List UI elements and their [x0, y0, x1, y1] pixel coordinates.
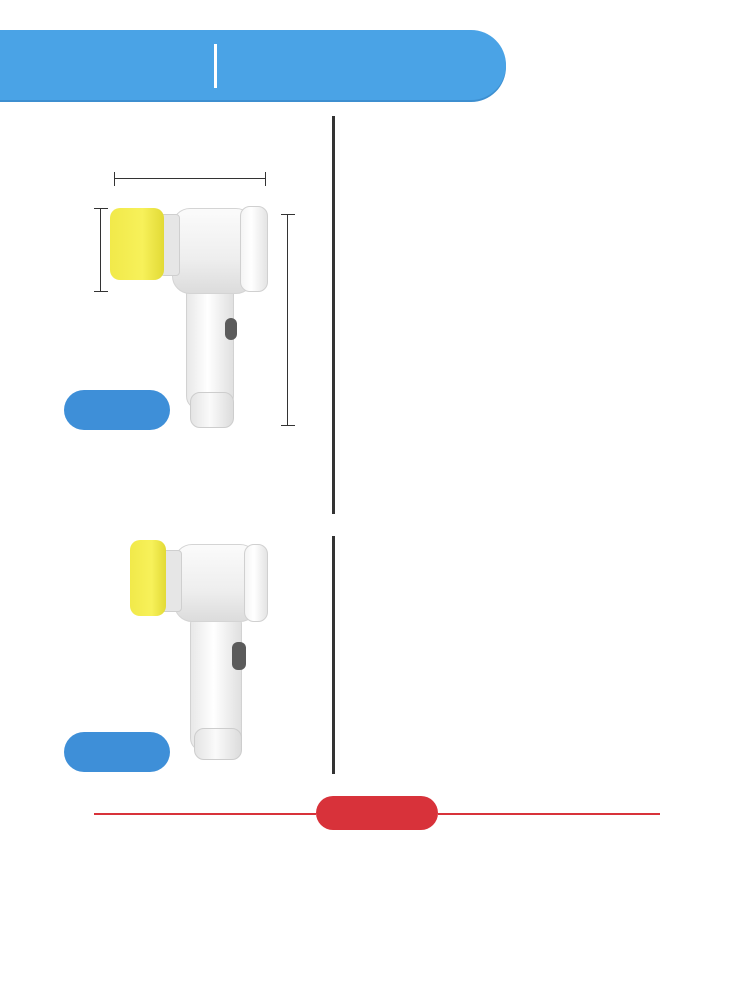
- sponge-head-icon: [110, 208, 164, 280]
- badge-battery: [64, 732, 170, 772]
- header-banner: [0, 30, 506, 100]
- power-switch-icon: [232, 642, 246, 670]
- notes-divider-left: [94, 813, 316, 815]
- power-switch-icon: [225, 318, 237, 340]
- title-divider: [214, 44, 217, 88]
- badge-rechargeable: [64, 390, 170, 430]
- length-dimension-line: [287, 214, 288, 426]
- height-dimension-line: [100, 208, 101, 292]
- sponge-head-icon: [130, 540, 166, 616]
- notes-divider-right: [438, 813, 660, 815]
- width-dimension-line: [114, 178, 266, 179]
- notes-title: [316, 796, 438, 830]
- spec-divider-rechargeable: [332, 116, 335, 514]
- spec-divider-battery: [332, 536, 335, 774]
